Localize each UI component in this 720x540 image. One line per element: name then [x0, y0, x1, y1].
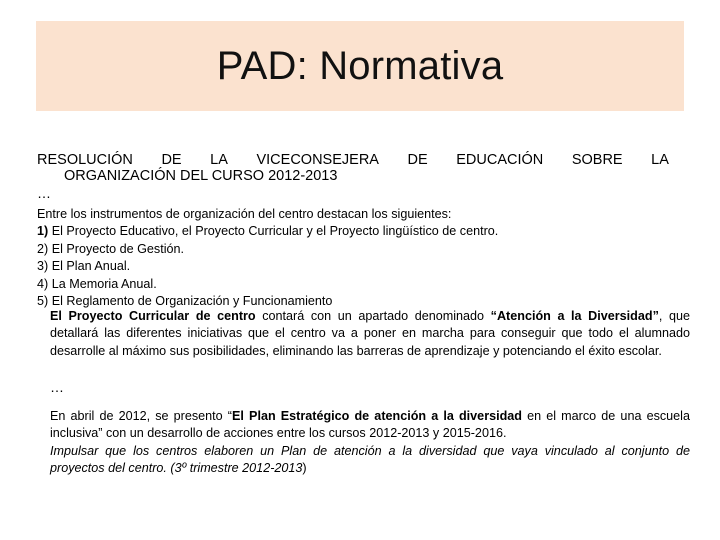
- list-item-number: 3): [37, 259, 49, 274]
- list-item-text: El Proyecto de Gestión.: [48, 241, 185, 256]
- list-item-text: El Plan Anual.: [48, 259, 131, 274]
- list-item-text: El Reglamento de Organización y Funcionamiento: [48, 294, 333, 309]
- slide-title: PAD: Normativa: [216, 43, 504, 88]
- list-item-number: 2): [37, 241, 49, 256]
- list-intro: Entre los instrumentos de organización del centro destacan los siguientes:: [37, 207, 452, 221]
- paragraph1-bold-quote: “Atención a la Diversidad”: [490, 309, 659, 323]
- ellipsis-2: …: [50, 379, 64, 395]
- paragraph2-start: En abril de 2012, se presento “: [50, 409, 233, 423]
- paragraph2-rest: en el marco de una escuela inclusiva” con un desarrollo de acciones entre los cursos 2012-2013 y 2015-2016.: [50, 409, 690, 441]
- paragraph2-close: ): [302, 461, 307, 476]
- resolution-word: SOBRE: [571, 152, 623, 168]
- paragraph-curricular: [50, 308, 690, 360]
- resolution-word: LA: [210, 152, 228, 168]
- list-item-text: La Memoria Anual.: [48, 276, 157, 291]
- instruments-list: [37, 206, 677, 310]
- paragraph1-rest: , que detallará las diferentes iniciativas que el centro va a poner en marcha para conseguir que todo el alumnado desarrolle al máximo sus posibilidades, eliminando las barreras de aprendizaje y potenciando el éxito escolar.: [50, 309, 690, 358]
- resolution-line-1: [37, 152, 669, 168]
- paragraph2-bold: El Plan Estratégico de atención a la diversidad: [232, 409, 522, 423]
- resolution-line-2: ORGANIZACIÓN DEL CURSO 2012-2013: [64, 168, 338, 184]
- resolution-word: DE: [161, 152, 182, 168]
- list-item-text: El Proyecto Educativo, el Proyecto Curricular y el Proyecto lingüístico de centro.: [48, 224, 499, 239]
- resolution-word: EDUCACIÓN: [456, 152, 544, 168]
- list-item: [37, 258, 677, 275]
- resolution-heading: [37, 152, 669, 184]
- paragraph1-mid: contará con un apartado denominado: [255, 309, 491, 323]
- paragraph1-bold-start: El Proyecto Curricular de centro: [50, 309, 256, 323]
- resolution-word: LA: [651, 152, 669, 168]
- list-item: [37, 223, 677, 240]
- list-item-number: 1): [37, 224, 49, 239]
- resolution-word: DE: [407, 152, 428, 168]
- list-item: [37, 276, 677, 293]
- title-band: [36, 21, 684, 111]
- resolution-word: RESOLUCIÓN: [37, 152, 133, 168]
- list-item-number: 5): [37, 294, 49, 309]
- list-item-number: 4): [37, 276, 49, 291]
- ellipsis-1: …: [37, 185, 51, 201]
- paragraph-plan: [50, 408, 690, 478]
- paragraph2-italic: Impulsar que los centros elaboren un Plan de atención a la diversidad que vaya vinculado al conjunto de proyectos del centro. (3º trimestre 2012-2013: [50, 443, 690, 476]
- list-item: [37, 241, 677, 258]
- resolution-word: VICECONSEJERA: [256, 152, 379, 168]
